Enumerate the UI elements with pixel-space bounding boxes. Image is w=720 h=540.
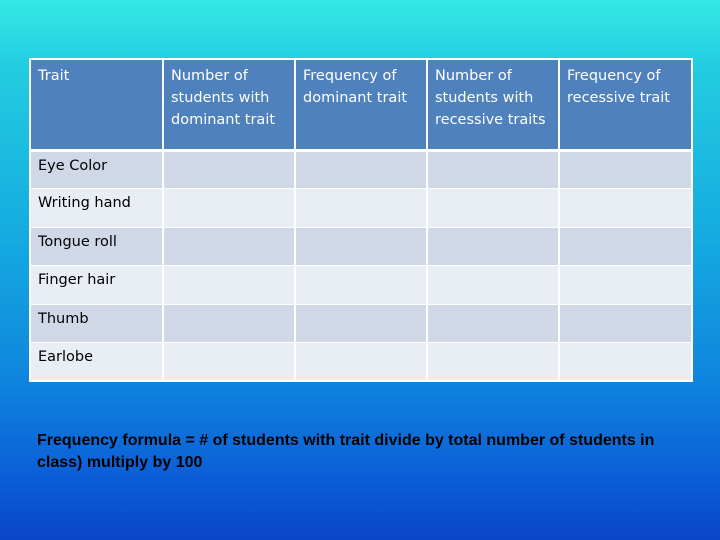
dominant-count-cell: [163, 266, 295, 305]
recessive-count-cell: [427, 343, 559, 382]
recessive-count-cell: [427, 266, 559, 305]
recessive-count-cell: [427, 150, 559, 189]
dominant-frequency-cell: [295, 150, 427, 189]
dominant-frequency-cell: [295, 266, 427, 305]
header-dominant-frequency: Frequency of dominant trait: [295, 59, 427, 150]
dominant-count-cell: [163, 304, 295, 343]
dominant-count-cell: [163, 189, 295, 228]
dominant-count-cell: [163, 150, 295, 189]
dominant-frequency-cell: [295, 343, 427, 382]
header-recessive-frequency: Frequency of recessive trait: [559, 59, 692, 150]
recessive-frequency-cell: [559, 343, 692, 382]
dominant-frequency-cell: [295, 304, 427, 343]
recessive-count-cell: [427, 304, 559, 343]
table-row: [30, 304, 692, 343]
table-row: [30, 227, 692, 266]
dominant-frequency-cell: [295, 227, 427, 266]
frequency-formula-text: Frequency formula = # of students with trait divide by total number of students in class) multiply by 100: [37, 432, 655, 471]
trait-cell: Thumb: [30, 304, 163, 343]
header-dominant-count: Number of students with dominant trait: [163, 59, 295, 150]
table-row: [30, 189, 692, 228]
trait-cell: Earlobe: [30, 343, 163, 382]
table-header-row: [30, 59, 692, 150]
recessive-frequency-cell: [559, 266, 692, 305]
table-row: [30, 343, 692, 382]
trait-cell: Tongue roll: [30, 227, 163, 266]
recessive-count-cell: [427, 227, 559, 266]
recessive-frequency-cell: [559, 227, 692, 266]
recessive-count-cell: [427, 189, 559, 228]
trait-frequency-table: [29, 58, 693, 382]
header-recessive-count: Number of students with recessive traits: [427, 59, 559, 150]
dominant-count-cell: [163, 343, 295, 382]
recessive-frequency-cell: [559, 304, 692, 343]
recessive-frequency-cell: [559, 189, 692, 228]
dominant-frequency-cell: [295, 189, 427, 228]
recessive-frequency-cell: [559, 150, 692, 189]
table-row: [30, 266, 692, 305]
trait-cell: Finger hair: [30, 266, 163, 305]
table-row: [30, 150, 692, 189]
header-trait: Trait: [30, 59, 163, 150]
trait-cell: Writing hand: [30, 189, 163, 228]
dominant-count-cell: [163, 227, 295, 266]
trait-cell: Eye Color: [30, 150, 163, 189]
